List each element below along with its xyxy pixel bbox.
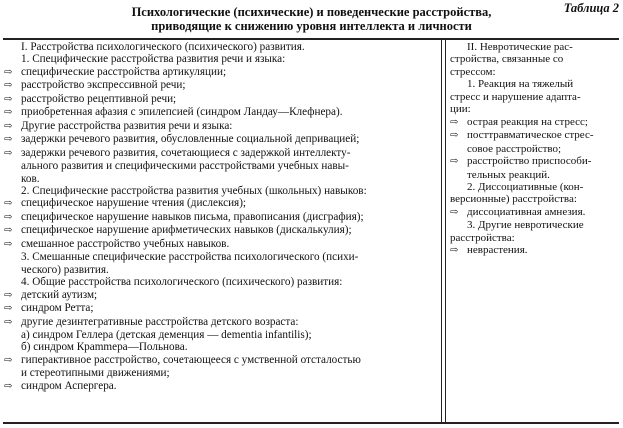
line-text: задержки речевого развития, обусловленные социальной депривацией; (21, 133, 360, 146)
line-text: а) синдром Геллера (детская деменция — dementia infantilis); (21, 328, 312, 341)
arrow-bullet-icon: ⇨ (4, 380, 13, 392)
left-column (4, 41, 438, 393)
line-text: и стереотипными движениями; (21, 367, 170, 380)
line-text: другие дезинтегративные расстройства детского возраста: (21, 315, 299, 328)
left-column-line (4, 238, 438, 251)
arrow-bullet-icon: ⇨ (4, 80, 13, 92)
line-text: стрессом: (450, 65, 496, 78)
line-text: расстройство экспрессивной речи; (21, 79, 186, 92)
left-column-line (4, 341, 438, 353)
left-column-line (4, 120, 438, 133)
left-column-line (4, 185, 438, 197)
arrow-bullet-icon: ⇨ (4, 107, 13, 119)
arrow-bullet-icon: ⇨ (4, 120, 13, 132)
right-column (450, 41, 618, 258)
arrow-bullet-icon: ⇨ (4, 354, 13, 366)
line-text: синдром Ретта; (21, 302, 94, 315)
arrow-bullet-icon: ⇨ (4, 211, 13, 223)
line-text: 1. Реакция на тяжелый (467, 78, 574, 91)
left-column-line (4, 224, 438, 237)
left-column-line (4, 276, 438, 288)
line-text: ческого) развития. (21, 263, 109, 276)
line-text: специфическое нарушение навыков письма, правописания (дисграфия); (21, 210, 364, 223)
line-text: неврастения. (467, 244, 528, 257)
line-text: Другие расстройства развития речи и языка: (21, 119, 233, 132)
right-column-line (450, 244, 618, 257)
line-text: посттравматическое стрес- (467, 129, 594, 142)
left-column-line (4, 133, 438, 146)
arrow-bullet-icon: ⇨ (4, 198, 13, 210)
left-column-line (4, 147, 438, 160)
line-text: ции: (450, 103, 471, 116)
line-text: приобретенная афазия с эпилепсией (синдром Ландау—Клефнера). (21, 106, 343, 119)
right-column-line (450, 66, 618, 78)
left-column-line (4, 66, 438, 79)
line-text: смешанное расстройство учебных навыков. (21, 237, 230, 250)
left-column-line (4, 367, 438, 379)
arrow-bullet-icon: ⇨ (4, 147, 13, 159)
right-column-line (450, 155, 618, 168)
arrow-bullet-icon: ⇨ (4, 225, 13, 237)
line-text: версионные) расстройства: (450, 193, 577, 206)
left-column-line (4, 79, 438, 92)
right-column-line (450, 169, 618, 181)
arrow-bullet-icon: ⇨ (4, 134, 13, 146)
line-text: острая реакция на стресс; (467, 115, 588, 128)
line-text: совое расстройство; (467, 142, 562, 155)
title-line-1: Психологические (психические) и поведенческие расстройства, (131, 5, 492, 19)
right-column-line (450, 206, 618, 219)
left-column-line (4, 211, 438, 224)
line-text: I. Расстройства психологического (психического) развития. (21, 41, 305, 53)
line-text: 4. Общие расстройства психологического (психического) развития: (21, 276, 343, 289)
line-text: 2. Специфические расстройства развития учебных (школьных) навыков: (21, 184, 367, 197)
page-title (0, 5, 623, 33)
table-label: Таблица 2 (563, 1, 619, 15)
left-column-line (4, 264, 438, 276)
left-column-line (4, 93, 438, 106)
line-text: специфическое нарушение чтения (дислексия); (21, 197, 247, 210)
right-column-line (450, 143, 618, 155)
right-column-line (450, 219, 618, 231)
arrow-bullet-icon: ⇨ (450, 116, 459, 128)
line-text: стресс и нарушение адапта- (450, 90, 581, 103)
right-column-line (450, 91, 618, 103)
left-column-line (4, 173, 438, 185)
left-column-line (4, 197, 438, 210)
right-column-line (450, 53, 618, 65)
arrow-bullet-icon: ⇨ (4, 303, 13, 315)
column-divider (441, 38, 446, 424)
left-column-line (4, 380, 438, 393)
line-text: стройства, связанные со (450, 53, 564, 66)
title-line-2: приводящие к снижению уровня интеллекта и личности (151, 19, 472, 33)
line-text: детский аутизм; (21, 288, 98, 301)
arrow-bullet-icon: ⇨ (4, 238, 13, 250)
right-column-line (450, 116, 618, 129)
line-text: синдром Аспергера. (21, 379, 117, 392)
left-column-line (4, 302, 438, 315)
line-text: б) синдром Крammера—Польнова. (21, 341, 188, 354)
left-column-line (4, 53, 438, 65)
arrow-bullet-icon: ⇨ (4, 289, 13, 301)
line-text: расстройства: (450, 231, 515, 244)
right-column-line (450, 193, 618, 205)
line-text: гиперактивное расстройство, сочетающееся с умственной отсталостью (21, 353, 361, 366)
arrow-bullet-icon: ⇨ (450, 206, 459, 218)
line-text: диссоциативная амнезия. (467, 205, 586, 218)
line-text: ков. (21, 172, 40, 185)
left-column-line (4, 316, 438, 329)
left-column-line (4, 354, 438, 367)
arrow-bullet-icon: ⇨ (4, 93, 13, 105)
left-column-line (4, 289, 438, 302)
line-text: расстройство рецептивной речи; (21, 92, 177, 105)
right-column-line (450, 103, 618, 115)
right-column-line (450, 181, 618, 193)
right-column-line (450, 129, 618, 142)
arrow-bullet-icon: ⇨ (450, 130, 459, 142)
line-text: 3. Другие невротические (467, 219, 584, 232)
line-text: ального развития и специфическими расстройствами учебных навы- (21, 160, 349, 173)
line-text: тельных реакций. (467, 168, 550, 181)
line-text: специфическое нарушение арифметических навыков (дискалькулия); (21, 224, 352, 237)
right-column-line (450, 232, 618, 244)
line-text: расстройство приспособи- (467, 155, 592, 168)
line-text: специфические расстройства артикуляции; (21, 65, 227, 78)
left-column-line (4, 41, 438, 53)
arrow-bullet-icon: ⇨ (450, 245, 459, 257)
line-text: 2. Диссоциативные (кон- (467, 180, 584, 193)
left-column-line (4, 251, 438, 263)
line-text: задержки речевого развития, сочетающиеся с задержкой интеллекту- (21, 146, 351, 159)
line-text: II. Невротические рас- (467, 41, 573, 53)
arrow-bullet-icon: ⇨ (4, 66, 13, 78)
arrow-bullet-icon: ⇨ (450, 156, 459, 168)
right-column-line (450, 78, 618, 90)
arrow-bullet-icon: ⇨ (4, 316, 13, 328)
line-text: 3. Смешанные специфические расстройства психологического (психи- (21, 251, 359, 264)
left-column-line (4, 329, 438, 341)
line-text: 1. Специфические расстройства развития речи и языка: (21, 53, 286, 66)
right-column-line (450, 41, 618, 53)
left-column-line (4, 106, 438, 119)
left-column-line (4, 160, 438, 172)
